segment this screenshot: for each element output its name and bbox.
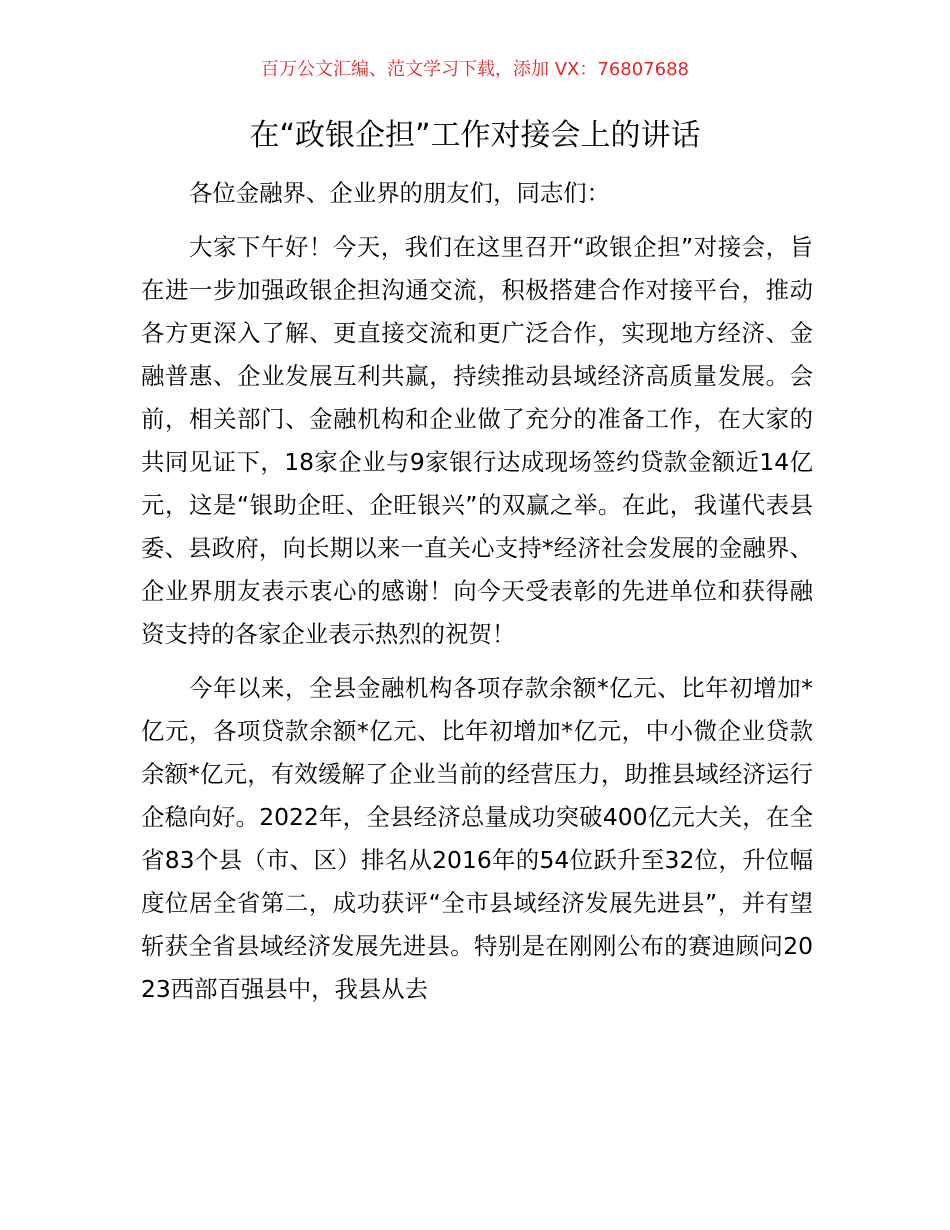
greeting-paragraph: 各位金融界、企业界的朋友们，同志们： (189, 179, 611, 207)
document-body (141, 172, 813, 1011)
body-paragraph: 今年以来，全县金融机构各项存款余额*亿元、比年初增加*亿元，各项贷款余额*亿元、比年初增加*亿元，中小微企业贷款余额*亿元，有效缓解了企业当前的经营压力，助推县域经济运行企稳向好。2022年，全县经济总量成功突破400亿元大关，在全省83个县（市、区）排名从2016年的54位跃升至32位，升位幅度位居全省第二，成功获评“全市县域经济发展先进县”，并有望斩获全省县域经济发展先进县。特别是在刚刚公布的赛迪顾问2023西部百强县中，我县从去 (141, 674, 813, 1003)
document-title: 在“政银企担”工作对接会上的讲话 (249, 118, 701, 153)
header-banner: 百万公文汇编、范文学习下载，添加 VX：76807688 (261, 59, 689, 80)
body-paragraph: 大家下午好！今天，我们在这里召开“政银企担”对接会，旨在进一步加强政银企担沟通交流，积极搭建合作对接平台，推动各方更深入了解、更直接交流和更广泛合作，实现地方经济、金融普惠、企业发展互利共赢，持续推动县域经济高质量发展。会前，相关部门、金融机构和企业做了充分的准备工作，在大家的共同见证下，18家企业与9家银行达成现场签约贷款金额近14亿元，这是“银助企旺、企旺银兴”的双赢之举。在此，我谨代表县委、县政府，向长期以来一直关心支持*经济社会发展的金融界、企业界朋友表示衷心的感谢！向今天受表彰的先进单位和获得融资支持的各家企业表示热烈的祝贺！ (141, 233, 813, 648)
